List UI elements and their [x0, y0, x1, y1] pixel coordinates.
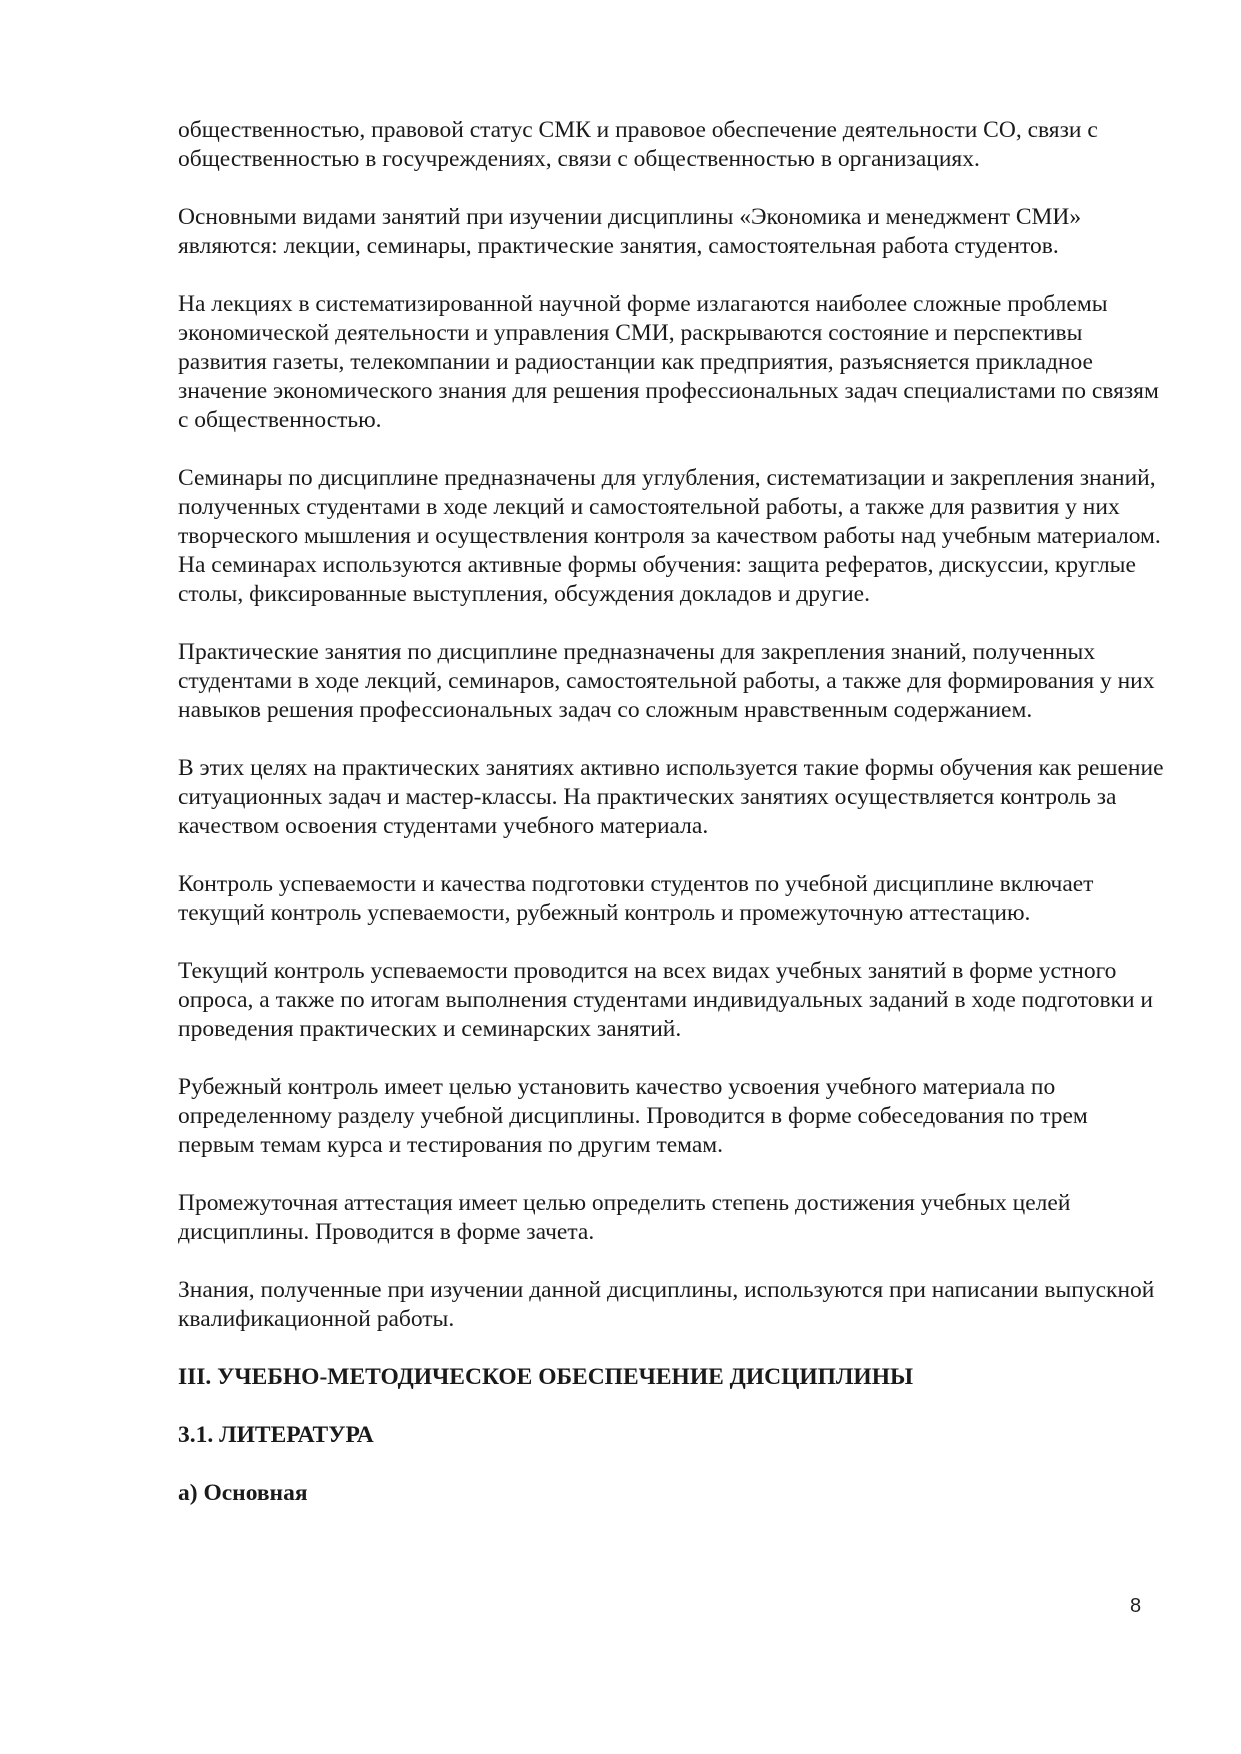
paragraph: Основными видами занятий при изучении дисциплины «Экономика и менеджмент СМИ» являются: лекции, семинары, практические занятия, самостоятельная работа студентов.: [178, 204, 1082, 259]
paragraph: Рубежный контроль имеет целью установить качество усвоения учебного материала по определенному разделу учебной дисциплины. Проводится в форме собеседования по трем первым темам курса и тестирования по другим темам.: [178, 1074, 1088, 1158]
paragraph: общественностью, правовой статус СМК и правовое обеспечение деятельности СО, связи с общественностью в госучреждениях, связи с общественностью в организациях.: [178, 117, 1098, 172]
paragraph: В этих целях на практических занятиях активно используется такие формы обучения как решение ситуационных задач и мастер-классы. На практических занятиях осуществляется контроль за качеством освоения студентами учебного материала.: [178, 755, 1164, 839]
paragraph: Контроль успеваемости и качества подготовки студентов по учебной дисциплине включает текущий контроль успеваемости, рубежный контроль и промежуточную аттестацию.: [178, 871, 1094, 926]
paragraph: Практические занятия по дисциплине предназначены для закрепления знаний, полученных студентами в ходе лекций, семинаров, самостоятельной работы, а также для формирования у них навыков решения профессиональных задач со сложным нравственным содержанием.: [178, 639, 1155, 723]
sub-subsection-heading: а) Основная: [178, 1480, 308, 1506]
paragraph: Промежуточная аттестация имеет целью определить степень достижения учебных целей дисциплины. Проводится в форме зачета.: [178, 1190, 1071, 1245]
paragraph: Знания, полученные при изучении данной дисциплины, используются при написании выпускной квалификационной работы.: [178, 1277, 1155, 1332]
paragraph: Семинары по дисциплине предназначены для углубления, систематизации и закрепления знаний, полученных студентами в ходе лекций и самостоятельной работы, а также для развития у них творческого мышления и осуществления контроля за качеством работы над учебным материалом. На семинарах используются активные формы обучения: защита рефератов, дискуссии, круглые столы, фиксированные выступления, обсуждения докладов и другие.: [178, 465, 1161, 607]
subsection-heading: 3.1. ЛИТЕРАТУРА: [178, 1422, 374, 1448]
section-heading: III. УЧЕБНО-МЕТОДИЧЕСКОЕ ОБЕСПЕЧЕНИЕ ДИСЦИПЛИНЫ: [178, 1364, 914, 1390]
paragraph: Текущий контроль успеваемости проводится на всех видах учебных занятий в форме устного опроса, а также по итогам выполнения студентами индивидуальных заданий в ходе подготовки и проведения практических и семинарских занятий.: [178, 958, 1153, 1042]
page-number: 8: [1130, 1595, 1142, 1617]
document-body: [178, 116, 1168, 1537]
paragraph: На лекциях в систематизированной научной форме излагаются наиболее сложные проблемы экономической деятельности и управления СМИ, раскрываются состояние и перспективы развития газеты, телекомпании и радиостанции как предприятия, разъясняется прикладное значение экономического знания для решения профессиональных задач специалистами по связям с общественностью.: [178, 291, 1159, 433]
